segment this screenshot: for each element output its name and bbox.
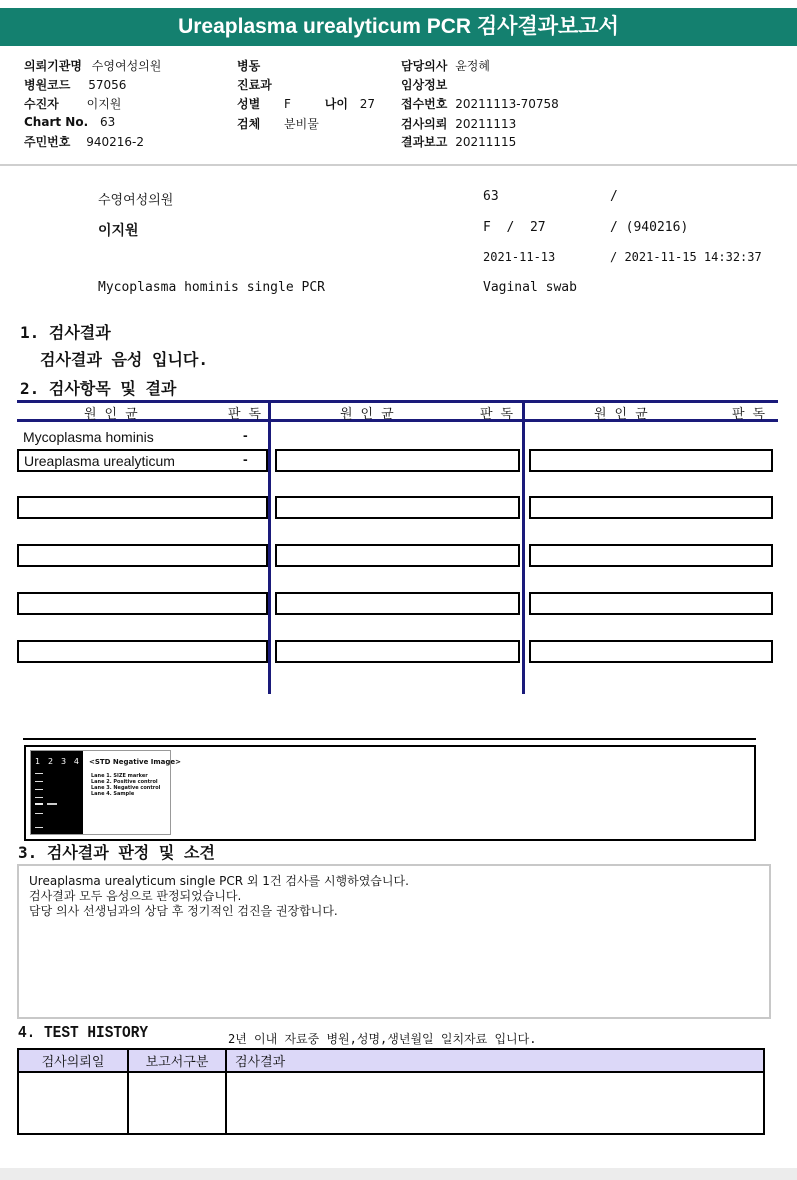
col3-header-pathogen: 원인균: [594, 407, 656, 422]
summary-slash: /: [610, 189, 618, 204]
result-row-1-result: -: [243, 427, 248, 443]
dept-label: 진료과: [237, 78, 272, 92]
sex-label: 성별: [237, 97, 261, 111]
section1-title: 1. 검사결과: [20, 323, 111, 342]
history-cell: [18, 1072, 128, 1134]
gel-legend-4: Lane 4. Sample: [91, 791, 135, 797]
gel-legend: [91, 773, 160, 797]
section4-title: 4. TEST HISTORY: [18, 1024, 149, 1043]
ward-label: 병동: [237, 59, 261, 73]
gel-lane-numbers: [35, 757, 83, 766]
result-cell-row5-col3: [529, 592, 773, 615]
gel-band: [35, 789, 43, 790]
col2-header-pathogen: 원인균: [340, 407, 402, 422]
hospital-code-label: 병원코드: [24, 78, 71, 92]
report-label: 결과보고: [401, 135, 448, 149]
col3-header-judge: 판독: [732, 407, 774, 422]
request-value: 20211113: [455, 117, 517, 131]
patient-row: [24, 95, 121, 112]
result-cell-row3-col3: [529, 496, 773, 519]
section4-note: 2년 이내 자료중 병원,성명,생년월일 일치자료 입니다.: [228, 1032, 537, 1046]
header-divider: [0, 164, 797, 166]
age-value: 27: [359, 97, 376, 111]
col1-header-pathogen: 원인균: [84, 407, 146, 422]
column-divider-1: [268, 400, 271, 694]
section3-title: 3. 검사결과 판정 및 소견: [18, 843, 215, 862]
gel-lane-3: 3: [60, 757, 67, 766]
summary-report-datetime: / 2021-11-15 14:32:37: [610, 250, 762, 264]
receipt-value: 20211113-70758: [455, 97, 559, 111]
doctor-label: 담당의사: [401, 59, 448, 73]
gel-image: [30, 750, 182, 835]
institution-row: [24, 57, 161, 74]
specimen-value: 분비물: [284, 117, 319, 131]
gel-title: <STD Negative Image>: [89, 758, 182, 766]
result-cell-row4-col2: [275, 544, 520, 567]
history-cell: [226, 1072, 764, 1134]
summary-sex-age: F / 27: [483, 220, 546, 235]
id-no-row: [24, 133, 144, 150]
gel-lanes-panel: [31, 751, 83, 834]
result-cell-row2-col2: [275, 449, 520, 472]
result-cell-row6-col3: [529, 640, 773, 663]
opinion-text: [29, 874, 409, 919]
age-label: 나이: [324, 97, 348, 111]
column-divider-2: [522, 400, 525, 694]
history-header-date: 검사의뢰일: [18, 1049, 128, 1072]
request-row: [401, 115, 516, 132]
summary-test-name: Mycoplasma hominis single PCR: [98, 280, 325, 295]
gel-band: [35, 781, 43, 782]
patient-value: 이지원: [86, 97, 122, 111]
receipt-label: 접수번호: [401, 97, 448, 111]
col2-header-judge: 판독: [480, 407, 522, 422]
chart-no-value: 63: [99, 115, 116, 129]
opinion-line-3: 담당 의사 선생님과의 상담 후 정기적인 검진을 권장합니다.: [29, 904, 338, 918]
hospital-code-value: 57056: [88, 78, 127, 92]
clinical-label: 임상정보: [401, 78, 448, 92]
request-label: 검사의뢰: [401, 117, 448, 131]
gel-band: [35, 813, 43, 814]
report-title: Ureaplasma urealyticum PCR 검사결과보고서: [0, 8, 797, 46]
result-cell-row5-col2: [275, 592, 520, 615]
col1-header-judge: 판독: [228, 407, 270, 422]
result-cell-row6-col1: [17, 640, 268, 663]
history-header-result: 검사결과: [226, 1049, 764, 1072]
summary-chart: 63: [483, 189, 499, 204]
gel-band-positive: [47, 803, 57, 805]
sex-value: F: [284, 97, 291, 111]
report-row: [401, 133, 516, 150]
gel-lane-2: 2: [47, 757, 54, 766]
summary-birth: / (940216): [610, 220, 689, 235]
doctor-value: 윤정혜: [455, 59, 490, 73]
footer-bar: [0, 1168, 797, 1180]
institution-label: 의뢰기관명: [24, 59, 82, 73]
result-cell-row6-col2: [275, 640, 520, 663]
gel-lane-1: 1: [35, 757, 41, 766]
institution-value: 수영여성의원: [91, 59, 162, 73]
result-cell-row4-col3: [529, 544, 773, 567]
gel-band: [35, 803, 43, 805]
chart-no-row: [24, 115, 115, 129]
sex-age-row: [237, 95, 375, 112]
opinion-line-2: 검사결과 모두 음성으로 판정되었습니다.: [29, 889, 242, 903]
result-cell-row4-col1: [17, 544, 268, 567]
specimen-label: 검체: [237, 117, 261, 131]
result-row-2-name: Ureaplasma urealyticum: [24, 453, 175, 469]
receipt-row: [401, 95, 559, 112]
id-no-label: 주민번호: [24, 135, 71, 149]
report-value: 20211115: [455, 135, 517, 149]
opinion-box: [17, 864, 771, 1019]
gel-legend-2: Lane 2. Positive control: [91, 779, 158, 785]
opinion-line-1: Ureaplasma urealyticum single PCR 외 1건 검사를 시행하였습니다.: [29, 874, 409, 888]
summary-request-date: 2021-11-13: [483, 250, 556, 264]
hospital-code-row: [24, 76, 126, 93]
summary-clinic: 수영여성의원: [98, 193, 174, 208]
section1-result: 검사결과 음성 입니다.: [40, 350, 209, 369]
gel-band: [35, 797, 43, 798]
id-no-value: 940216-2: [86, 135, 144, 149]
gel-band: [35, 773, 43, 774]
history-header-row: [18, 1049, 764, 1072]
specimen-row: [237, 115, 319, 132]
history-cell: [128, 1072, 226, 1134]
summary-specimen: Vaginal swab: [483, 280, 577, 295]
doctor-row: [401, 57, 490, 74]
summary-name: 이지원: [98, 223, 139, 239]
history-empty-row: [18, 1072, 764, 1134]
gel-lane-4: 4: [73, 757, 79, 766]
result-cell-row3-col2: [275, 496, 520, 519]
result-cell-row3-col1: [17, 496, 268, 519]
gel-legend-3: Lane 3. Negative control: [91, 785, 161, 791]
patient-label: 수진자: [24, 97, 59, 111]
section2-title: 2. 검사항목 및 결과: [20, 379, 177, 398]
history-table: [17, 1048, 765, 1135]
result-row-1-name: Mycoplasma hominis: [23, 429, 154, 445]
result-cell-row5-col1: [17, 592, 268, 615]
gel-legend-1: Lane 1. SIZE marker: [91, 773, 148, 779]
result-cell-row2-col3: [529, 449, 773, 472]
gel-band: [35, 827, 43, 828]
gel-top-rule: [23, 738, 756, 740]
chart-no-label: Chart No.: [24, 115, 89, 129]
result-row-2-result: -: [243, 451, 248, 467]
history-header-type: 보고서구분: [128, 1049, 226, 1072]
